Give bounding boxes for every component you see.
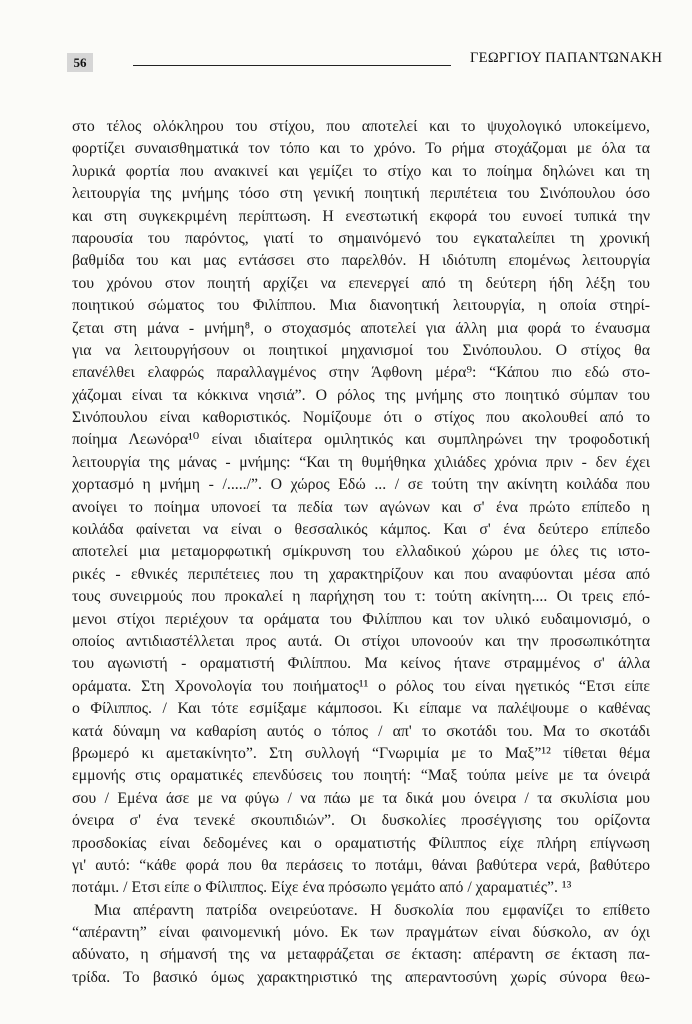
text-line: επανέλθει ελαφρώς παραλλαγμένος στην Άφθονη μέρα⁹: “Κάπου πιο εδώ στο- — [72, 364, 650, 382]
text-line: οράματα. Στη Χρονολογία του ποιήματος¹¹ ο ρόλος του είναι ηγετικός “Ετσι είπε — [72, 677, 650, 695]
text-line: μενοι στίχοι περιέχουν τα οράματα του Φιλίππου και τον υλικό ευδαιμονισμό, ο — [72, 610, 650, 628]
text-line: ποιητικού σώματος του Φιλίππου. Μια διανοητική λειτουργία, η οποία στηρί- — [72, 297, 650, 315]
text-line: αποτελεί μια μεταμορφωτική σμίκρυνση του ελλαδικού χώρου με όλες τις ιστο- — [72, 543, 650, 561]
header-rule — [133, 65, 451, 66]
text-line: του αγωνιστή - οραματιστή Φιλίππου. Μα κείνος ήτανε στραμμένος σ' άλλα — [72, 655, 650, 673]
text-line: βρωμερό κι αμετακίνητο”. Στη συλλογή “Γνωριμία με το Μαξ”¹² τίθεται θέμα — [72, 744, 650, 762]
text-line: γι' αυτό: “κάθε φορά που θα περάσεις το ποτάμι, θάναι βαθύτερα νερά, βαθύτερο — [72, 856, 650, 874]
text-line: για να λειτουργήσουν οι ποιητικοί μηχανισμοί του Σινόπουλου. Ο στίχος θα — [72, 341, 650, 359]
text-line: ποίημα Λεωνόρα¹⁰ είναι ιδιαίτερα ομιλητικός και συμπληρώνει την τροφοδοτική — [72, 431, 650, 449]
text-line: λειτουργία της μνήμης τόσο στη γενική ποιητική περιπέτεια του Σινόπουλου όσο — [72, 185, 650, 203]
text-line: ζεται στη μάνα - μνήμη⁸, ο στοχασμός αποτελεί για άλλη μια φορά το έναυσμα — [72, 319, 650, 337]
text-line: αδύνατο, η σήμανσή της να μεταφράζεται σε έκταση: απέραντη σε έκταση πα- — [72, 946, 650, 964]
text-line: ο Φίλιππος. / Και τότε εσμίξαμε κάμποσοι. Κι είπαμε να παλέψουμε ο καθένας — [72, 700, 650, 718]
text-line: στο τέλος ολόκληρου του στίχου, που αποτελεί και το ψυχολογικό υποκείμενο, — [72, 118, 650, 135]
text-line: κοιλάδα φαίνεται να είναι ο θεσσαλικός κάμπος. Και σ' ένα δεύτερο επίπεδο — [72, 521, 650, 539]
text-line: οποίος αντιδιαστέλλεται προς αυτά. Οι στίχοι υπονοούν και την προσωπικότητα — [72, 632, 650, 650]
text-line: ποτάμι. / Ετσι είπε ο Φίλιππος. Είχε ένα πρόσωπο γεμάτο από / χαραματιές”. ¹³ — [72, 879, 572, 897]
text-line: βαθμίδα του και μας εντάσσει στο παρελθόν. Η ιδιότυπη επομένως λειτουργία — [72, 252, 650, 270]
text-line: ρικές - εθνικές περιπέτειες που τη χαρακτηρίζουν και που αναφύονται μέσα από — [72, 565, 650, 583]
text-line: κατά δύναμη να καθαρίση αυτός ο τόπος / απ' το σκοτάδι του. Μα το σκοτάδι — [72, 722, 650, 740]
body-text — [72, 116, 650, 989]
text-line: Σινόπουλου είναι καθοριστικός. Νομίζουμε ότι ο στίχος που ακολουθεί από το — [72, 409, 650, 427]
text-line: όνειρα σ' ένα τενεκέ σκουπιδιών”. Οι δυσκολίες προσέγγισης του ορίζοντα — [72, 812, 650, 830]
text-line: χάζομαι είναι τα κόκκινα νησιά”. Ο ρόλος της μνήμης στο ποιητικό σύμπαν του — [72, 386, 650, 404]
text-line: λειτουργία της μάνας - μνήμης: “Και τη θυμήθηκα χιλιάδες χρόνια πριν - δεν έχει — [72, 453, 650, 471]
text-line: εμμονής στις οραματικές επενδύσεις του ποιητή: “Μαξ τούπα μείνε με τα όνειρά — [72, 767, 650, 785]
page-number: 56 — [67, 53, 93, 72]
text-line: χορτασμό η μνήμη - /...../”. Ο χώρος Εδώ ... / σε τούτη την ακίνητη κοιλάδα που — [72, 476, 650, 494]
text-line: λυρικά φορτία που ανακινεί και γεμίζει το στίχο και το ποίημα δηλώνει και τη — [72, 162, 650, 180]
text-line: Μια απέραντη πατρίδα ονειρεύοτανε. Η δυσκολία που εμφανίζει το επίθετο — [94, 901, 650, 919]
text-line: προσδοκίας είναι δεδομένες και ο οραματιστής Φίλιππος είχε πλήρη επίγνωση — [72, 834, 650, 852]
text-line: τρίδα. Το βασικό όμως χαρακτηριστικό της απεραντοσύνη χωρίς σύνορα θεω- — [72, 968, 650, 986]
text-line: φορτίζει συναισθηματικά τον τόπο και το χρόνο. Το ρήμα στοχάζομαι με όλα τα — [72, 140, 650, 158]
text-line: του χρόνου στον ποιητή αρχίζει να επενεργεί από τη δεύτερη ήδη λέξη του — [72, 274, 650, 292]
text-line: σου / Εμένα άσε με να φύγω / να πάω με τα δικά μου όνειρα / τα σκυλίσια μου — [72, 789, 650, 807]
page-header — [0, 0, 692, 80]
text-line: και στη συγκεκριμένη περίπτωση. Η ενεστωτική εκφορά του ευνοεί τυπικά την — [72, 207, 650, 225]
text-line: ανοίγει το ποίημα υπονοεί τα πεδία των αγώνων και σ' ένα πρώτο επίπεδο η — [72, 498, 650, 516]
text-line: “απέραντη” είναι φαινομενική μόνο. Εκ των πραγμάτων είναι δύσκολο, αν όχι — [72, 924, 650, 942]
text-line: τους συνειρμούς που προκαλεί η παρήχηση του τ: τούτη ακίνητη.... Οι τρεις επό- — [72, 588, 650, 606]
text-line: παρουσία του παρόντος, γιατί το σημαινόμενό του εγκαταλείπει τη χρονική — [72, 229, 650, 247]
running-head: ΓΕΩΡΓΙΟΥ ΠΑΠΑΝΤΩΝΑΚΗ — [470, 50, 663, 66]
